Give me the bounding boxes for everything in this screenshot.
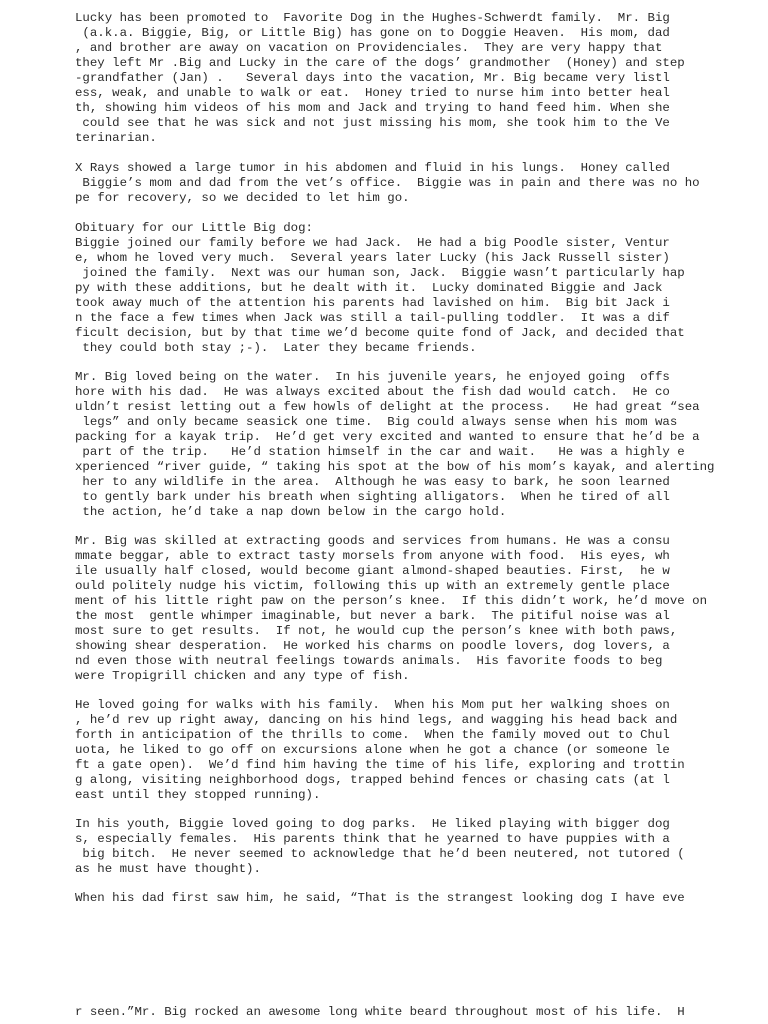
text-line: the action, he’d take a nap down below in the cargo hold. (75, 505, 507, 519)
text-line: ould politely nudge his victim, following this up with an extremely gentle place (75, 579, 670, 593)
text-line: her to any wildlife in the area. Although he was easy to bark, he soon learned (75, 475, 670, 489)
text-line: they could both stay ;-). Later they became friends. (75, 341, 477, 355)
text-line: legs” and only became seasick one time. Big could always sense when his mom was (75, 415, 678, 429)
paragraph-intro (75, 11, 765, 146)
text-line: part of the trip. He’d station himself in the car and wait. He was a highly e (75, 445, 685, 459)
text-line: were Tropigrill chicken and any type of fish. (75, 669, 410, 683)
text-line: big bitch. He never seemed to acknowledge that he’d been neutered, not tutored ( (75, 847, 685, 861)
text-line: th, showing him videos of his mom and Jack and trying to hand feed him. When she (75, 101, 670, 115)
text-line: uldn’t resist letting out a few howls of delight at the process. He had great “sea (75, 400, 700, 414)
text-line: east until they stopped running). (75, 788, 321, 802)
text-line: (a.k.a. Biggie, Big, or Little Big) has gone on to Doggie Heaven. His mom, dad (75, 26, 670, 40)
paragraph-obituary (75, 221, 765, 356)
text-line: He loved going for walks with his family. When his Mom put her walking shoes on (75, 698, 670, 712)
text-line: s, especially females. His parents think that he yearned to have puppies with a (75, 832, 670, 846)
text-line: the most gentle whimper imaginable, but never a bark. The pitiful noise was al (75, 609, 670, 623)
text-line: pe for recovery, so we decided to let him go. (75, 191, 410, 205)
text-line: uota, he liked to go off on excursions alone when he got a chance (or someone le (75, 743, 670, 757)
text-line: e, whom he loved very much. Several years later Lucky (his Jack Russell sister) (75, 251, 670, 265)
paragraph-first-saw (75, 891, 765, 906)
text-line: most sure to get results. If not, he would cup the person’s knee with both paws, (75, 624, 678, 638)
text-line: to gently bark under his breath when sighting alligators. When he tired of all (75, 490, 670, 504)
text-line: n the face a few times when Jack was still a tail-pulling toddler. It was a dif (75, 311, 670, 325)
text-line: , he’d rev up right away, dancing on his hind legs, and wagging his head back and (75, 713, 678, 727)
text-line: hore with his dad. He was always excited about the fish dad would catch. He co (75, 385, 670, 399)
text-line: ess, weak, and unable to walk or eat. Honey tried to nurse him into better heal (75, 86, 670, 100)
text-line: r seen.”Mr. Big rocked an awesome long white beard throughout most of his life. H (75, 1005, 685, 1019)
paragraph-begging (75, 534, 765, 684)
paragraph-beard (75, 1005, 765, 1020)
text-line: packing for a kayak trip. He’d get very excited and wanted to ensure that he’d be a (75, 430, 700, 444)
text-line: xperienced “river guide, “ taking his spot at the bow of his mom’s kayak, and alerting (75, 460, 715, 474)
text-line: ficult decision, but by that time we’d become quite fond of Jack, and decided that (75, 326, 685, 340)
text-line: -grandfather (Jan) . Several days into the vacation, Mr. Big became very listl (75, 71, 670, 85)
text-line: ile usually half closed, would become giant almond-shaped beauties. First, he w (75, 564, 670, 578)
text-line: could see that he was sick and not just missing his mom, she took him to the Ve (75, 116, 670, 130)
text-line: Mr. Big was skilled at extracting goods and services from humans. He was a consu (75, 534, 670, 548)
paragraph-water (75, 370, 765, 520)
text-line: ment of his little right paw on the person’s knee. If this didn’t work, he’d move on (75, 594, 708, 608)
text-line: nd even those with neutral feelings towards animals. His favorite foods to beg (75, 654, 663, 668)
text-line: Lucky has been promoted to Favorite Dog in the Hughes-Schwerdt family. Mr. Big (75, 11, 670, 25)
paragraph-xrays (75, 161, 765, 206)
text-line: as he must have thought). (75, 862, 261, 876)
text-line: terinarian. (75, 131, 157, 145)
text-line: , and brother are away on vacation on Providenciales. They are very happy that (75, 41, 663, 55)
text-line: X Rays showed a large tumor in his abdomen and fluid in his lungs. Honey called (75, 161, 670, 175)
text-line: Obituary for our Little Big dog: (75, 221, 313, 235)
text-line: forth in anticipation of the thrills to come. When the family moved out to Chul (75, 728, 670, 742)
text-line: Biggie joined our family before we had Jack. He had a big Poodle sister, Ventur (75, 236, 670, 250)
text-line: mmate beggar, able to extract tasty morsels from anyone with food. His eyes, wh (75, 549, 670, 563)
text-line: took away much of the attention his parents had lavished on him. Big bit Jack i (75, 296, 670, 310)
text-line: py with these additions, but he dealt with it. Lucky dominated Biggie and Jack (75, 281, 663, 295)
text-line: g along, visiting neighborhood dogs, trapped behind fences or chasing cats (at l (75, 773, 670, 787)
text-line: joined the family. Next was our human son, Jack. Biggie wasn’t particularly hap (75, 266, 685, 280)
text-line: Biggie’s mom and dad from the vet’s office. Biggie was in pain and there was no ho (75, 176, 700, 190)
text-line: ft a gate open). We’d find him having the time of his life, exploring and trottin (75, 758, 685, 772)
text-line: they left Mr .Big and Lucky in the care of the dogs’ grandmother (Honey) and step (75, 56, 685, 70)
text-line: showing shear desperation. He worked his charms on poodle lovers, dog lovers, a (75, 639, 670, 653)
text-line: When his dad first saw him, he said, “That is the strangest looking dog I have eve (75, 891, 685, 905)
text-line: In his youth, Biggie loved going to dog parks. He liked playing with bigger dog (75, 817, 670, 831)
paragraph-dog-parks (75, 817, 765, 877)
text-line: Mr. Big loved being on the water. In his juvenile years, he enjoyed going offs (75, 370, 670, 384)
paragraph-walks (75, 698, 765, 803)
